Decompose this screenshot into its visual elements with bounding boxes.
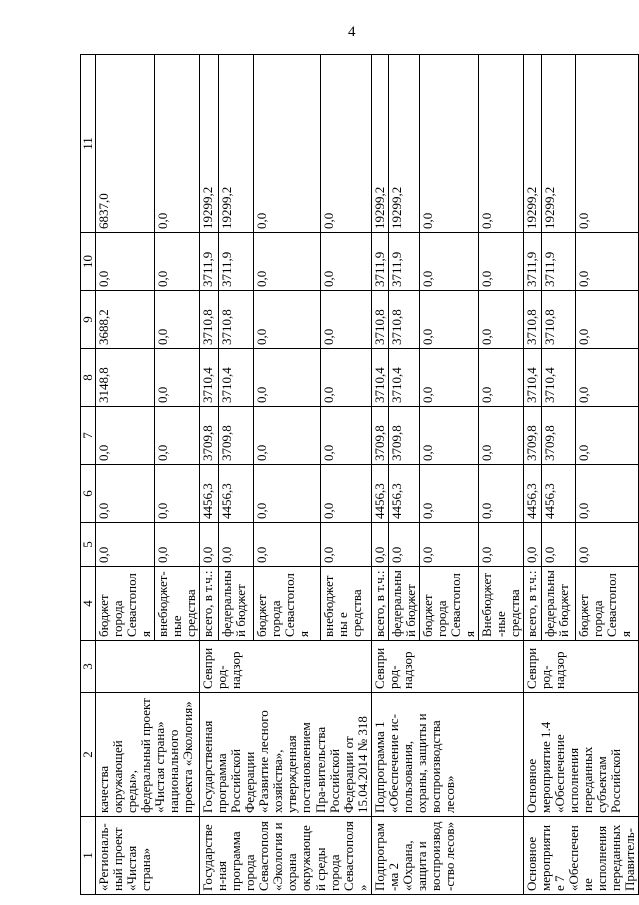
value-cell: 0,0 bbox=[575, 55, 639, 233]
value-cell: 3688,2 bbox=[96, 291, 155, 349]
column-header: 4 bbox=[81, 567, 96, 641]
value-cell: 0,0 bbox=[478, 349, 523, 407]
value-cell: 0,0 bbox=[575, 523, 639, 567]
table-row bbox=[200, 55, 219, 895]
value-cell: 0,0 bbox=[388, 523, 419, 567]
column-header: 1 bbox=[81, 817, 96, 895]
funding-source-cell: всего, в т.ч.: bbox=[371, 567, 388, 641]
column-header: 11 bbox=[81, 55, 96, 233]
column-header: 10 bbox=[81, 233, 96, 291]
value-cell: 0,0 bbox=[254, 465, 321, 523]
funding-source-cell: федеральный бюджет bbox=[388, 567, 419, 641]
program-cell-c3: Севприрод-надзор bbox=[371, 641, 523, 693]
value-cell: 0,0 bbox=[254, 55, 321, 233]
value-cell: 0,0 bbox=[320, 233, 371, 291]
value-cell: 0,0 bbox=[478, 407, 523, 465]
value-cell: 0,0 bbox=[575, 291, 639, 349]
value-cell: 0,0 bbox=[155, 233, 200, 291]
value-cell: 0,0 bbox=[419, 407, 478, 465]
value-cell: 0,0 bbox=[419, 349, 478, 407]
value-cell: 0,0 bbox=[96, 407, 155, 465]
value-cell: 3710,8 bbox=[542, 291, 575, 349]
value-cell: 0,0 bbox=[155, 465, 200, 523]
program-cell-c2: Подпрограмма 1 «Обеспечение ис-пользования, охраны, защиты и воспроизводства лесов» bbox=[371, 693, 523, 817]
header-row bbox=[81, 55, 96, 895]
value-cell: 4456,3 bbox=[371, 465, 388, 523]
column-header: 3 bbox=[81, 641, 96, 693]
value-cell: 0,0 bbox=[371, 523, 388, 567]
value-cell: 0,0 bbox=[155, 523, 200, 567]
column-header: 6 bbox=[81, 465, 96, 523]
value-cell: 3711,9 bbox=[388, 233, 419, 291]
program-cell-c2: качества окружающей среды», федеральный проект «Чистая страна» национального проекта «Экология» bbox=[96, 693, 200, 817]
value-cell: 0,0 bbox=[478, 523, 523, 567]
column-header: 7 bbox=[81, 407, 96, 465]
value-cell: 3709,8 bbox=[200, 407, 219, 465]
funding-source-cell: бюджет города Севастополя bbox=[96, 567, 155, 641]
value-cell: 4456,3 bbox=[219, 465, 254, 523]
value-cell: 0,0 bbox=[96, 465, 155, 523]
value-cell: 3711,9 bbox=[200, 233, 219, 291]
funding-source-cell: всего, в т.ч.: bbox=[200, 567, 219, 641]
column-header: 9 bbox=[81, 291, 96, 349]
value-cell: 19299,2 bbox=[200, 55, 219, 233]
value-cell: 0,0 bbox=[419, 55, 478, 233]
funding-source-cell: бюджет города Севастополя bbox=[254, 567, 321, 641]
value-cell: 0,0 bbox=[254, 233, 321, 291]
value-cell: 0,0 bbox=[155, 55, 200, 233]
value-cell: 0,0 bbox=[200, 523, 219, 567]
value-cell: 3710,8 bbox=[219, 291, 254, 349]
funding-source-cell: федеральный бюджет bbox=[219, 567, 254, 641]
program-cell-c1: Основное мероприятие 7 «Обеспечение исполнения переданных Правитель- bbox=[523, 817, 638, 895]
value-cell: 0,0 bbox=[478, 55, 523, 233]
value-cell: 0,0 bbox=[254, 523, 321, 567]
value-cell: 3710,4 bbox=[219, 349, 254, 407]
value-cell: 6837,0 bbox=[96, 55, 155, 233]
funding-source-cell: Внебюджет-ные средства bbox=[478, 567, 523, 641]
value-cell: 0,0 bbox=[254, 407, 321, 465]
program-cell-c2: Государственная программа Российской Федерации «Развитие лесного хозяйства», утвержденная постановлением Пра-вительства Российской Федерации от 15.04.2014 № 318 bbox=[200, 693, 371, 817]
value-cell: 3710,4 bbox=[371, 349, 388, 407]
value-cell: 0,0 bbox=[478, 291, 523, 349]
value-cell: 0,0 bbox=[419, 233, 478, 291]
value-cell: 0,0 bbox=[320, 55, 371, 233]
program-cell-c1: «Региональ-ный проект «Чистая страна» bbox=[96, 817, 200, 895]
table-header bbox=[81, 55, 96, 895]
value-cell: 0,0 bbox=[320, 291, 371, 349]
value-cell: 0,0 bbox=[523, 523, 541, 567]
value-cell: 0,0 bbox=[575, 465, 639, 523]
value-cell: 0,0 bbox=[320, 407, 371, 465]
funding-source-cell: внебюджет-ные средства bbox=[155, 567, 200, 641]
column-header: 8 bbox=[81, 349, 96, 407]
value-cell: 3709,8 bbox=[371, 407, 388, 465]
value-cell: 19299,2 bbox=[371, 55, 388, 233]
value-cell: 0,0 bbox=[478, 465, 523, 523]
value-cell: 3711,9 bbox=[219, 233, 254, 291]
table-row bbox=[371, 55, 388, 895]
program-cell-c3: Севприрод-надзор bbox=[523, 641, 638, 693]
value-cell: 3709,8 bbox=[388, 407, 419, 465]
program-cell-c3: Севприрод-надзор bbox=[200, 641, 371, 693]
value-cell: 4456,3 bbox=[542, 465, 575, 523]
value-cell: 3711,9 bbox=[542, 233, 575, 291]
value-cell: 0,0 bbox=[575, 233, 639, 291]
funding-source-cell: бюджет города Севастополя bbox=[575, 567, 639, 641]
value-cell: 3710,8 bbox=[388, 291, 419, 349]
value-cell: 3710,8 bbox=[371, 291, 388, 349]
value-cell: 0,0 bbox=[419, 291, 478, 349]
value-cell: 3710,4 bbox=[542, 349, 575, 407]
value-cell: 0,0 bbox=[254, 291, 321, 349]
value-cell: 0,0 bbox=[542, 523, 575, 567]
value-cell: 0,0 bbox=[320, 523, 371, 567]
value-cell: 0,0 bbox=[96, 523, 155, 567]
rotated-table-wrapper bbox=[80, 55, 638, 895]
value-cell: 3709,8 bbox=[219, 407, 254, 465]
funding-table bbox=[80, 54, 639, 895]
column-header: 5 bbox=[81, 523, 96, 567]
page-number: 4 bbox=[348, 24, 356, 40]
funding-source-cell: внебюджетны е средства bbox=[320, 567, 371, 641]
value-cell: 0,0 bbox=[419, 523, 478, 567]
value-cell: 3710,8 bbox=[200, 291, 219, 349]
value-cell: 0,0 bbox=[155, 407, 200, 465]
value-cell: 0,0 bbox=[155, 291, 200, 349]
value-cell: 19299,2 bbox=[388, 55, 419, 233]
table-row bbox=[96, 55, 155, 895]
value-cell: 0,0 bbox=[320, 349, 371, 407]
value-cell: 3710,4 bbox=[388, 349, 419, 407]
value-cell: 19299,2 bbox=[523, 55, 541, 233]
column-header: 2 bbox=[81, 693, 96, 817]
program-cell-c2: Основное мероприятие 1.4 «Обеспечение исполнения переданных субъектам Российской bbox=[523, 693, 638, 817]
value-cell: 4456,3 bbox=[200, 465, 219, 523]
value-cell: 0,0 bbox=[219, 523, 254, 567]
value-cell: 3710,4 bbox=[523, 349, 541, 407]
value-cell: 0,0 bbox=[254, 349, 321, 407]
value-cell: 3710,8 bbox=[523, 291, 541, 349]
value-cell: 3711,9 bbox=[523, 233, 541, 291]
value-cell: 4456,3 bbox=[523, 465, 541, 523]
value-cell: 3709,8 bbox=[542, 407, 575, 465]
value-cell: 0,0 bbox=[478, 233, 523, 291]
value-cell: 19299,2 bbox=[219, 55, 254, 233]
funding-source-cell: всего, в т.ч.: bbox=[523, 567, 541, 641]
value-cell: 0,0 bbox=[419, 465, 478, 523]
value-cell: 0,0 bbox=[320, 465, 371, 523]
value-cell: 3709,8 bbox=[523, 407, 541, 465]
table-row bbox=[523, 55, 541, 895]
funding-source-cell: бюджет города Севастополя bbox=[419, 567, 478, 641]
value-cell: 19299,2 bbox=[542, 55, 575, 233]
funding-source-cell: федеральный бюджет bbox=[542, 567, 575, 641]
program-cell-c1: Государствен-ная программа города Севастополя «Экология и охрана окружающей среды города Севастополя» bbox=[200, 817, 371, 895]
value-cell: 4456,3 bbox=[388, 465, 419, 523]
table-body bbox=[96, 55, 639, 895]
value-cell: 0,0 bbox=[575, 349, 639, 407]
value-cell: 3148,8 bbox=[96, 349, 155, 407]
program-cell-c1: Подпрограм-ма 2 «Охрана, защита и воспроизвод-ство лесов» bbox=[371, 817, 523, 895]
value-cell: 0,0 bbox=[575, 407, 639, 465]
program-cell-c3 bbox=[96, 641, 200, 693]
value-cell: 3710,4 bbox=[200, 349, 219, 407]
value-cell: 0,0 bbox=[155, 349, 200, 407]
value-cell: 3711,9 bbox=[371, 233, 388, 291]
value-cell: 0,0 bbox=[96, 233, 155, 291]
